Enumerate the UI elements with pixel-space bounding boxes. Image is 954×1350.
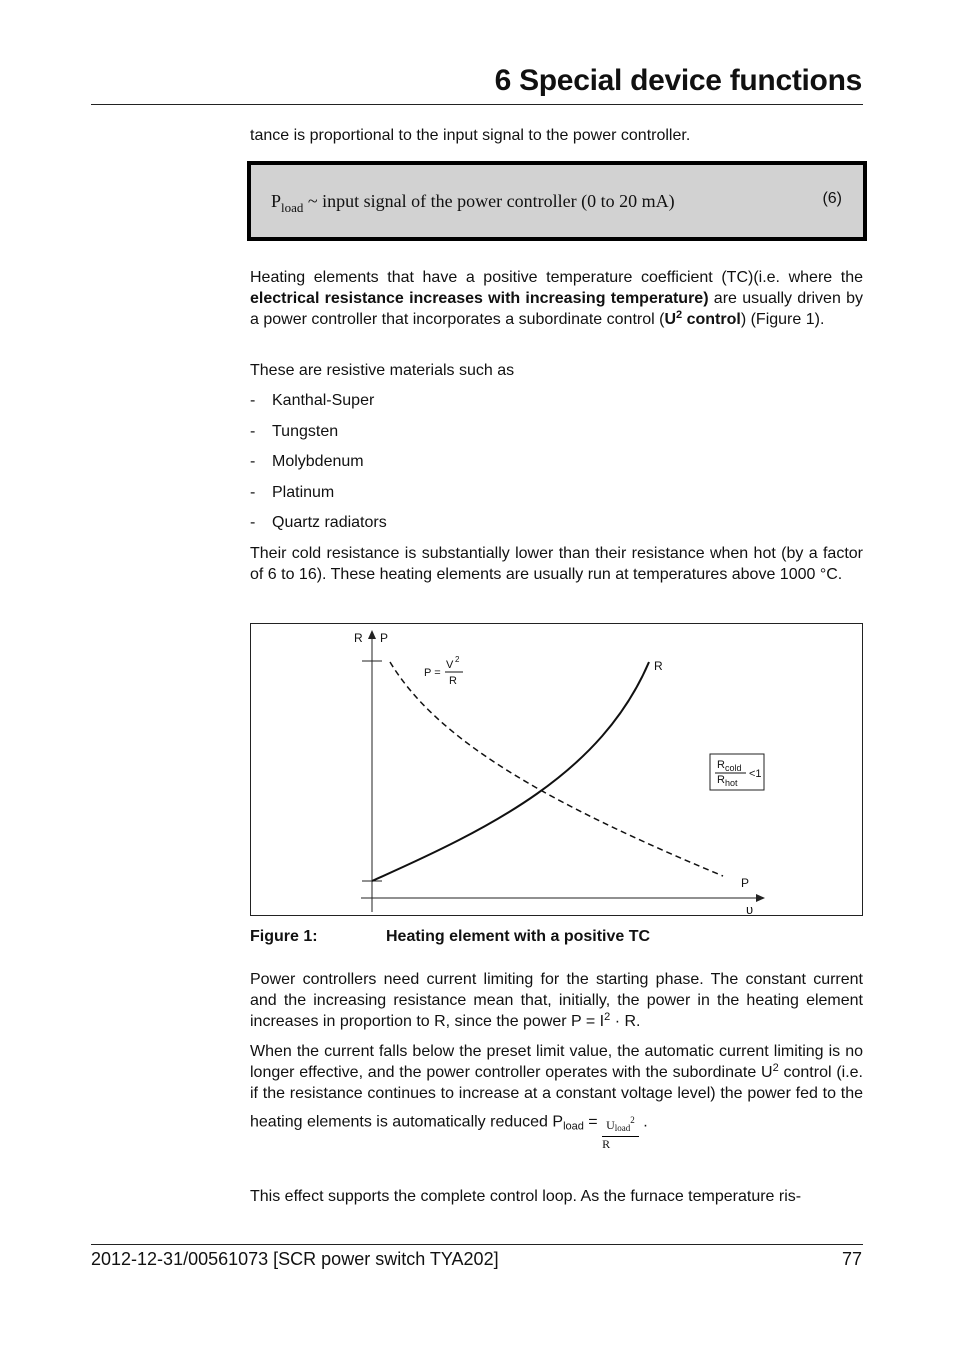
y-axis-arrow xyxy=(368,630,376,639)
list-item xyxy=(250,390,374,411)
paragraph-control-loop: This effect supports the complete control loop. As the furnace temperature ris- xyxy=(250,1188,802,1205)
para1-bold-sup: 2 xyxy=(676,309,683,321)
para5-part3: = xyxy=(583,1113,603,1131)
page-title: 6 Special device functions xyxy=(494,64,862,97)
para5-part1: When the current falls below the preset limit value, the automatic current limiting is no longer effective, and the power controller operates with the subordinate U xyxy=(250,1043,863,1081)
para5-sup: 2 xyxy=(772,1062,779,1074)
figure-caption-label: Figure 1: xyxy=(250,928,318,945)
footer-rule xyxy=(91,1244,863,1245)
list-dash: - xyxy=(250,514,256,531)
ratio-relation: <1 xyxy=(749,768,762,780)
para1-part3: ) (Figure 1). xyxy=(740,311,825,328)
frac-num-sub: load xyxy=(614,1123,631,1133)
load-power-fraction xyxy=(602,1114,639,1151)
para4-part2: · R. xyxy=(610,1013,641,1030)
figure-box xyxy=(250,623,863,916)
ratio-r-cold: R xyxy=(717,759,725,771)
list-item-label: Tungsten xyxy=(272,423,339,440)
para1-bold1: electrical resistance increases with increasing temperature) xyxy=(250,290,709,307)
para5-end: . xyxy=(638,1113,648,1131)
list-item-label: Platinum xyxy=(272,484,335,501)
para1-bold2: control xyxy=(682,311,741,328)
list-item-label: Kanthal-Super xyxy=(272,392,375,409)
figure-diagram xyxy=(251,624,864,917)
curve-p-label: P xyxy=(741,876,750,890)
formula-v-label: V xyxy=(446,659,454,671)
formula-p: P xyxy=(271,191,282,211)
paragraph-u2-control xyxy=(250,1041,863,1151)
footer-document-id: 2012-12-31/00561073 [SCR power switch TYA202] xyxy=(91,1249,499,1269)
para1-part1: Heating elements that have a positive temperature coefficient (TC)(i.e. where the xyxy=(250,269,863,286)
list-item-label: Molybdenum xyxy=(272,453,364,470)
ratio-sub-hot: hot xyxy=(725,778,738,788)
para1-part2: are usually driven by a power controller that incorporates a subordinate control ( xyxy=(250,290,864,328)
para1-bold-u: U xyxy=(664,311,677,328)
formula-rest: ~ input signal of the power controller (0 to 20 mA) xyxy=(303,191,675,211)
paragraph-materials-intro: These are resistive materials such as xyxy=(250,362,515,379)
formula-r-label: R xyxy=(449,675,457,687)
formula-sub: load xyxy=(281,200,304,215)
paragraph-cold-resistance: Their cold resistance is substantially lower than their resistance when hot (by a factor of 6 to 16). These heating elements are usually run at temperatures above 1000 °C. xyxy=(250,545,863,583)
paragraph-heating-elements xyxy=(250,267,863,330)
page-number: 77 xyxy=(841,1249,862,1269)
para4-part1: Power controllers need current limiting for the starting phase. The constant current and the increasing resistance mean that, initially, the power in the heating element increases in proportion to R, since the power P = I xyxy=(250,971,863,1030)
power-curve xyxy=(390,662,723,876)
list-item xyxy=(250,512,387,533)
list-dash: - xyxy=(250,392,256,409)
list-item xyxy=(250,451,364,472)
ratio-sub-cold: cold xyxy=(725,763,742,773)
formula-sup-label: 2 xyxy=(455,655,460,664)
ratio-r-hot: R xyxy=(717,774,725,786)
figure-caption-text: Heating element with a positive TC xyxy=(386,928,651,945)
equation-number: (6) xyxy=(822,190,842,207)
formula-p-label: P = xyxy=(424,667,441,679)
frac-num-sup: 2 xyxy=(630,1115,635,1125)
frac-num-u: U xyxy=(606,1118,615,1132)
para5-sub: load xyxy=(563,1120,584,1133)
list-item-label: Quartz radiators xyxy=(272,514,387,531)
y-axis-label-p: P xyxy=(380,631,389,645)
para5-part2: control (i.e. if the resistance continues to increase at a constant voltage level) the power fed to the heating elements is automatically reduced P xyxy=(250,1064,863,1131)
list-item xyxy=(250,482,334,503)
list-dash: - xyxy=(250,484,256,501)
formula-box xyxy=(247,161,867,241)
frac-den: R xyxy=(602,1137,611,1151)
intro-line: tance is proportional to the input signal to the power controller. xyxy=(250,127,691,144)
x-axis-label: υ xyxy=(746,902,754,917)
paragraph-current-limiting xyxy=(250,969,863,1032)
formula-text xyxy=(271,191,675,216)
curve-r-label: R xyxy=(654,659,663,673)
list-item xyxy=(250,421,338,442)
para4-sup: 2 xyxy=(604,1011,611,1023)
x-axis-arrow xyxy=(756,894,765,902)
y-axis-label-r: R xyxy=(354,631,363,645)
header-rule xyxy=(91,104,863,105)
list-dash: - xyxy=(250,453,256,470)
list-dash: - xyxy=(250,423,256,440)
